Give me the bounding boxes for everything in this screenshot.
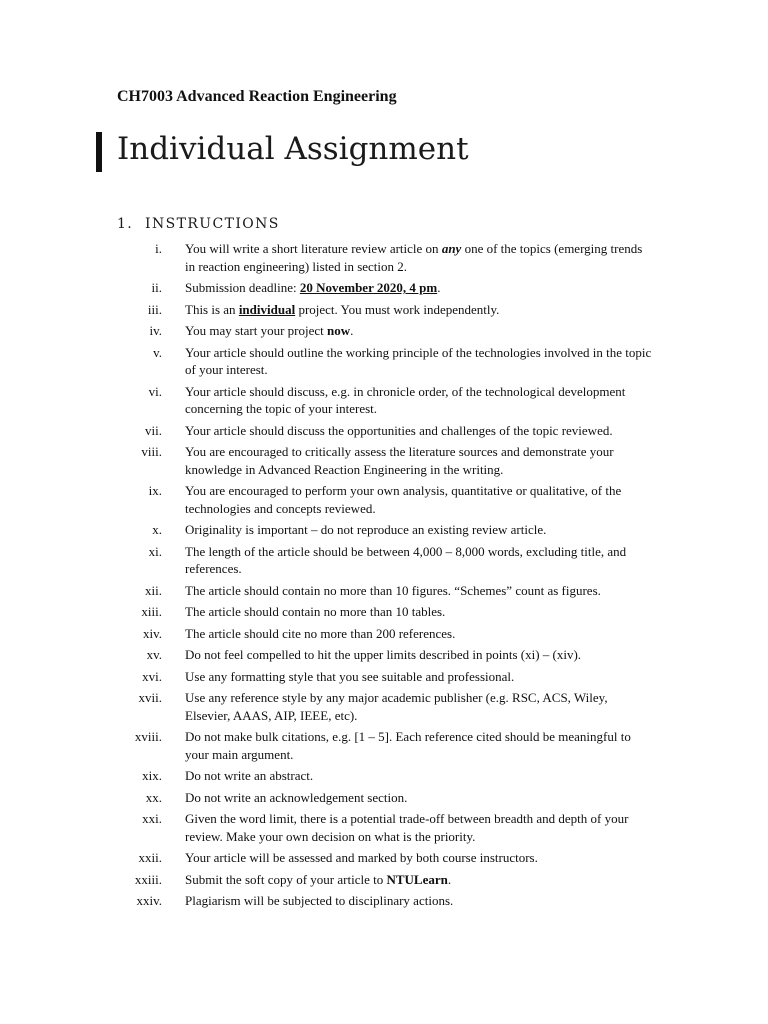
text-run: The article should cite no more than 200 references. [185,625,456,641]
text-run: Submit the soft copy of your article to [185,871,387,887]
list-item-text [185,603,655,621]
text-run: Your article will be assessed and marked by both course instructors. [185,850,538,865]
list-item-text [185,625,655,643]
list-item-text [185,646,655,664]
list-item [0,422,768,440]
section-heading-text: INSTRUCTIONS [145,216,280,232]
list-item-text [185,543,655,578]
text-run: Your article should discuss the opportunities and challenges of the topic reviewed. [185,422,613,438]
list-item-marker: xvii. [138,690,162,705]
text-run: Your article should discuss, e.g. in chronicle order, of the technological development concerning the topic of your interest. [185,383,626,416]
list-item [0,344,768,379]
list-item-marker: xii. [145,582,162,598]
list-item-marker: xv. [146,647,162,662]
text-run: Do not write an acknowledgement section. [185,789,408,805]
list-item-marker: iv. [149,323,162,338]
list-item-marker: vii. [145,422,162,438]
list-item [0,322,768,340]
list-item-text [185,728,655,763]
text-run: one of the topics (emerging trends in reaction engineering) listed in section 2. [185,241,643,274]
list-item-marker: ii. [151,280,162,295]
text-run: . [437,280,441,295]
list-item-marker: viii. [141,444,162,459]
list-item-marker: xiv. [142,625,162,641]
text-run: You are encouraged to critically assess the literature sources and demonstrate your knowledge in Advanced Reaction Engineering in the writing. [185,444,614,477]
emphasis-text: individual [238,301,296,317]
text-run: The length of the article should be between 4,000 – 8,000 words, excluding title, and references. [185,543,627,576]
course-code-title: CH7003 Advanced Reaction Engineering [117,88,397,105]
list-item-text [185,383,655,418]
list-item-text [185,789,655,807]
title-accent-bar [96,132,102,172]
list-item [0,240,768,275]
text-run: You will write a short literature review article on [185,241,442,256]
list-item-marker: v. [153,344,162,360]
text-run: Plagiarism will be subjected to disciplinary actions. [185,893,454,908]
list-item-marker: vi. [148,383,162,399]
list-item-marker: xviii. [134,729,162,744]
text-run: Use any reference style by any major academic publisher (e.g. RSC, ACS, Wiley, Elsevier, AAAS, AIP, IEEE, etc). [185,690,608,723]
text-run: Originality is important – do not reproduce an existing review article. [185,522,547,537]
list-item [0,521,768,539]
text-run: This is an [185,301,239,317]
text-run: Your article should outline the working principle of the technologies involved in the topic of your interest. [185,344,652,377]
text-run: Do not feel compelled to hit the upper limits described in points (xi) – (xiv). [185,647,582,662]
list-item [0,668,768,686]
list-item-text [185,689,655,724]
text-run: The article should contain no more than 10 figures. “Schemes” count as figures. [185,582,601,598]
list-item-marker: xxi. [142,811,162,826]
list-item [0,767,768,785]
list-item-text [185,849,655,867]
list-item [0,301,768,319]
text-run: Do not write an abstract. [185,768,314,783]
text-run: . [350,323,354,338]
text-run: Use any formatting style that you see suitable and professional. [185,668,515,684]
list-item [0,728,768,763]
list-item [0,849,768,867]
instructions-list [0,240,768,914]
list-item-text [185,344,655,379]
list-item-text [185,871,655,889]
list-item [0,603,768,621]
list-item-text [185,810,655,845]
list-item [0,689,768,724]
text-run: Given the word limit, there is a potential trade-off between breadth and depth of your review. Make your own decision on what is the priority. [185,811,629,844]
text-run: The article should contain no more than 10 tables. [185,604,446,619]
list-item [0,443,768,478]
list-item-text [185,668,655,686]
text-run: You may start your project [185,323,328,338]
document-title: Individual Assignment [117,131,469,167]
list-item-text [185,301,655,319]
text-run: You are encouraged to perform your own analysis, quantitative or qualitative, of the technologies and concepts reviewed. [185,483,622,516]
list-item-marker: iii. [147,301,162,317]
text-run: . [447,871,452,887]
emphasis-text: now [327,323,351,338]
list-item [0,892,768,910]
text-run: Do not make bulk citations, e.g. [1 – 5]. Each reference cited should be meaningful to your main argument. [185,729,631,762]
list-item-marker: xxiv. [136,893,162,908]
list-item [0,482,768,517]
list-item [0,625,768,643]
list-item-marker: xxiii. [134,871,162,887]
list-item-marker: xix. [142,768,162,783]
section-number: 1. [117,216,134,232]
list-item [0,646,768,664]
list-item [0,871,768,889]
list-item-marker: xvi. [142,668,162,684]
list-item-text [185,582,655,600]
list-item-marker: x. [152,522,162,537]
emphasis-text: any [441,241,462,256]
list-item-marker: xi. [148,543,162,559]
list-item [0,543,768,578]
text-run: Submission deadline: [185,280,300,295]
list-item-text [185,482,655,517]
list-item-text [185,892,655,910]
section-heading [117,216,280,232]
list-item-text [185,240,655,275]
emphasis-text: 20 November 2020, 4 pm [299,280,438,295]
list-item [0,279,768,297]
list-item-marker: i. [155,241,162,256]
text-run: project. You must work independently. [295,301,500,317]
list-item-text [185,422,655,440]
list-item-text [185,767,655,785]
list-item-text [185,443,655,478]
emphasis-text: NTULearn [386,871,448,887]
list-item [0,810,768,845]
list-item [0,789,768,807]
list-item-marker: xiii. [141,604,162,619]
list-item-text [185,279,655,297]
list-item [0,383,768,418]
list-item-text [185,322,655,340]
list-item-marker: xx. [145,789,162,805]
list-item [0,582,768,600]
list-item-marker: ix. [148,483,162,498]
list-item-marker: xxii. [138,850,162,865]
list-item-text [185,521,655,539]
